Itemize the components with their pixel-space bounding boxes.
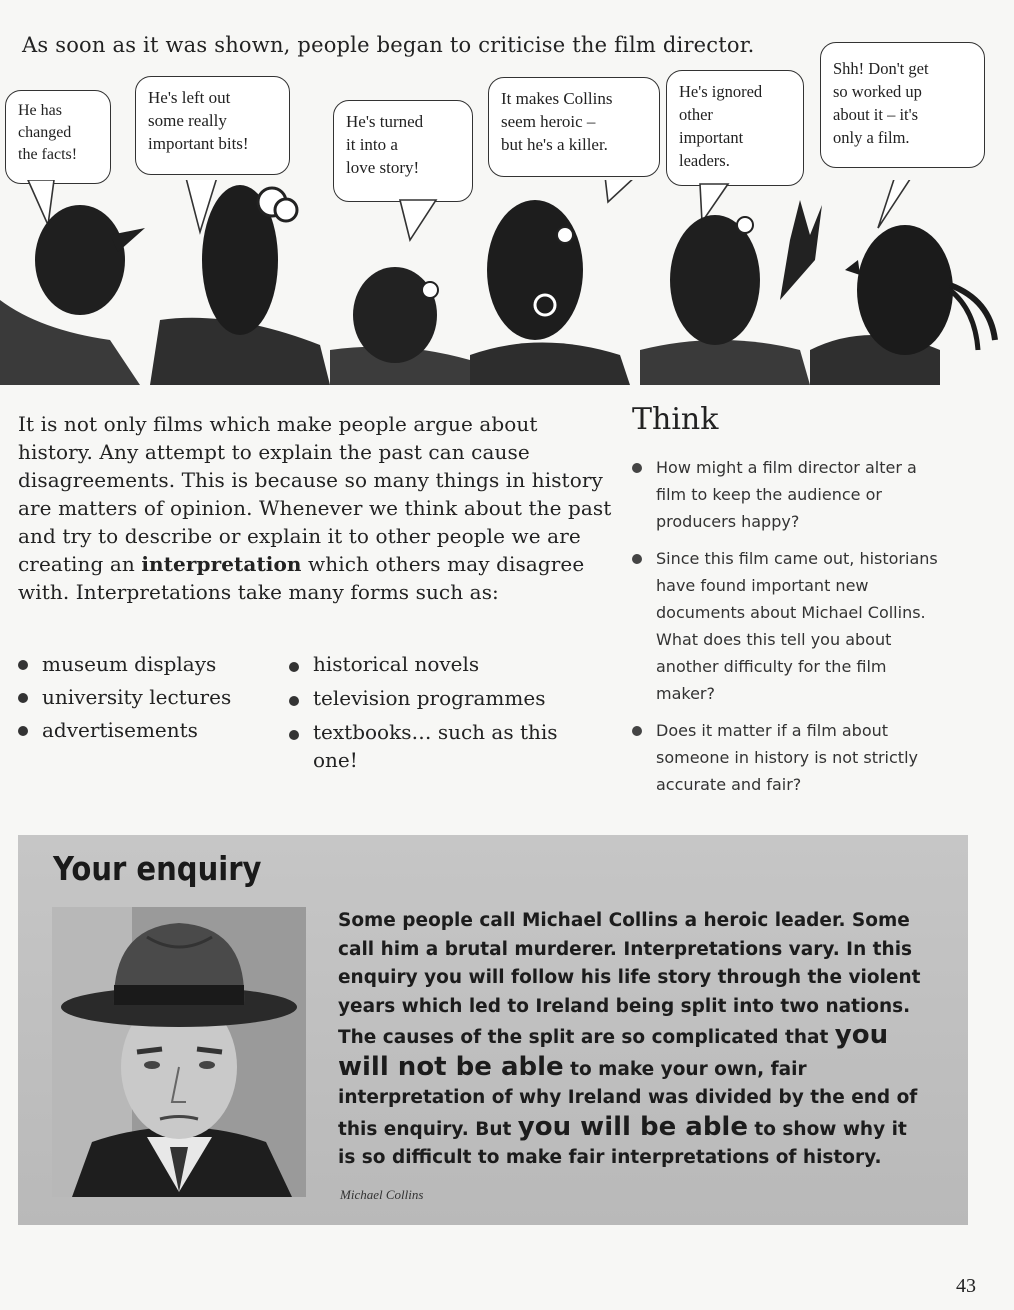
forms-list-right <box>289 650 569 774</box>
list-item: advertisements <box>18 714 231 747</box>
bubble-text: He has changed the facts! <box>18 102 78 163</box>
intro-sentence: As soon as it was shown, people began to criticise the film director. <box>22 33 755 57</box>
bubble-text: He's turned it into a love story! <box>346 112 424 177</box>
enquiry-text-part: to make your own, fair interpretation of why Ireland was divided by the end of this enquiry. But <box>338 1058 918 1140</box>
list-item: textbooks… such as this one! <box>289 718 569 774</box>
think-questions <box>632 454 950 808</box>
speech-bubble-ignored-leaders <box>666 70 804 186</box>
enquiry-text-part: Some people call Michael Collins a heroic leader. Some call him a brutal murderer. Interpretations vary. In this enquiry you will follow his life story through the violent years which led to Ireland being split into two nations. The causes of the split are so complicated that <box>338 910 921 1048</box>
forms-list-left <box>18 648 231 747</box>
list-item: television programmes <box>289 684 569 712</box>
enquiry-text <box>338 907 928 1173</box>
speech-bubble-only-a-film <box>820 42 985 168</box>
list-item: university lectures <box>18 681 231 714</box>
intro-paragraph <box>18 410 618 606</box>
bubble-text: He's ignored other important leaders. <box>679 82 763 170</box>
emphasis-able: you will be able <box>517 1111 748 1142</box>
bubble-text: Shh! Don't get so worked up about it – it's only a film. <box>833 59 929 147</box>
speech-bubble-left-out <box>135 76 290 175</box>
think-question: Does it matter if a film about someone in history is not strictly accurate and fair? <box>632 717 950 798</box>
list-item: historical novels <box>289 650 569 678</box>
enquiry-heading: Your enquiry <box>53 849 262 888</box>
bubble-text: He's left out some really important bits! <box>148 88 249 153</box>
bubble-text: It makes Collins seem heroic – but he's a killer. <box>501 89 613 154</box>
speech-bubble-changed-facts <box>5 90 111 184</box>
audience-cartoon <box>0 180 1014 390</box>
michael-collins-photo <box>52 907 306 1197</box>
think-heading: Think <box>632 402 719 437</box>
list-item: museum displays <box>18 648 231 681</box>
enquiry-text-part: to show why it is so difficult to make fair interpretations of history. <box>338 1118 907 1168</box>
think-question: Since this film came out, historians have found important new documents about Michael Collins. What does this tell you about another difficulty for the film maker? <box>632 545 950 707</box>
keyword-interpretation: interpretation <box>141 552 302 576</box>
photo-caption: Michael Collins <box>340 1187 424 1202</box>
think-question: How might a film director alter a film to keep the audience or producers happy? <box>632 454 950 535</box>
speech-bubble-heroic <box>488 77 660 177</box>
enquiry-box <box>18 835 968 1225</box>
emphasis-not-able: you will not be able <box>338 1020 889 1082</box>
paragraph-text: It is not only films which make people argue about history. Any attempt to explain the past can cause disagreements. This is because so many things in history are matters of opinion. Whenever we think about the past and try to describe or explain it to other people we are creating an <box>18 412 612 576</box>
portrait-image <box>52 907 306 1197</box>
page-number: 43 <box>956 1275 976 1297</box>
paragraph-text-end: which others may disagree with. Interpretations take many forms such as: <box>18 552 585 604</box>
